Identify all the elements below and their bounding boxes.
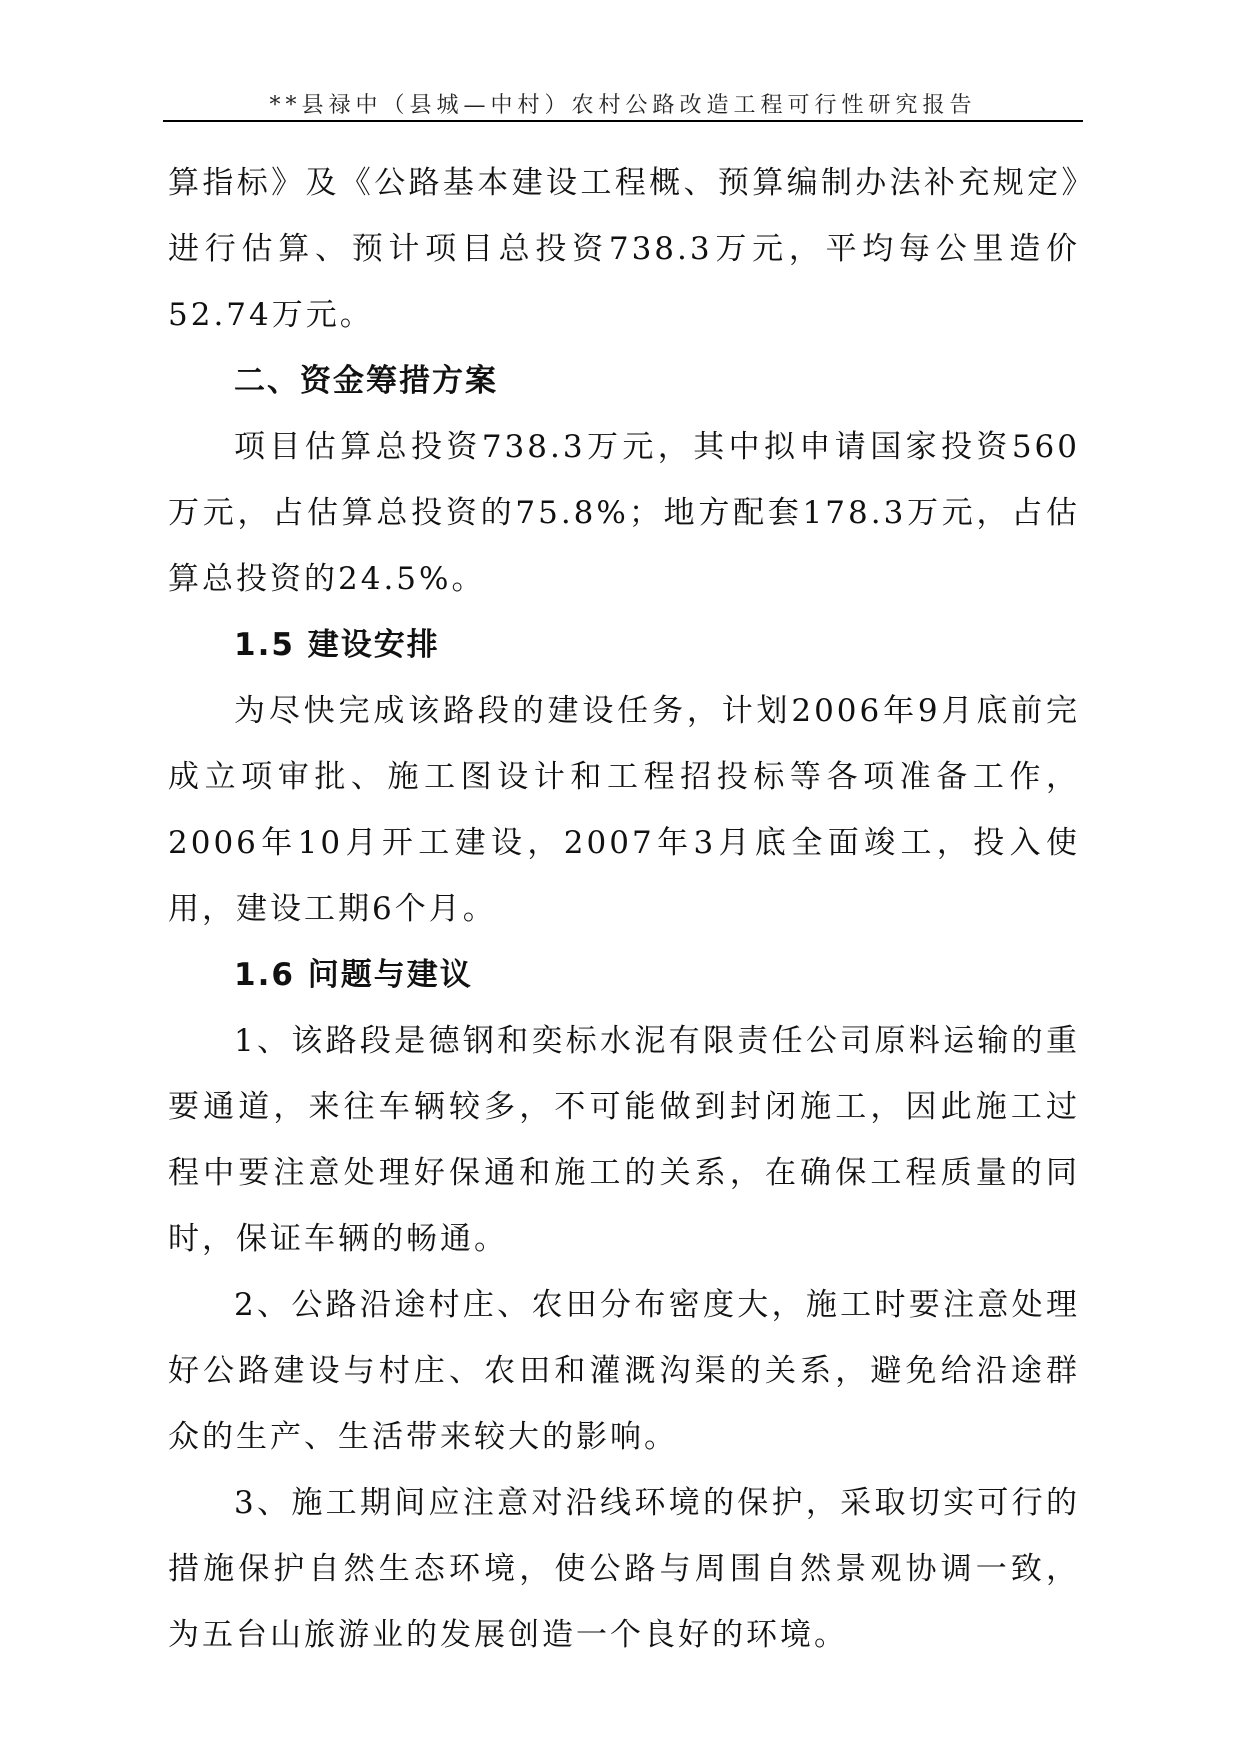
section-heading-1-6: 1.6 问题与建议 (234, 957, 473, 993)
paragraph-issue-3: 3、施工期间应注意对沿线环境的保护，采取切实可行的措施保护自然生态环境，使公路与周围自然景观协调一致，为五台山旅游业的发展创造一个良好的环境。 (168, 1485, 1080, 1653)
paragraph-continued: 算指标》及《公路基本建设工程概、预算编制办法补充规定》进行估算、预计项目总投资738.3万元，平均每公里造价52.74万元。 (168, 165, 1080, 333)
page-header: **县禄中（县城—中村）农村公路改造工程可行性研究报告 (269, 93, 977, 118)
header-divider (163, 120, 1083, 122)
section-heading-funding: 二、资金筹措方案 (234, 363, 498, 399)
section-heading-1-5: 1.5 建设安排 (234, 627, 440, 663)
paragraph-issue-1: 1、该路段是德钢和奕标水泥有限责任公司原料运输的重要通道，来往车辆较多，不可能做到封闭施工，因此施工过程中要注意处理好保通和施工的关系，在确保工程质量的同时，保证车辆的畅通。 (168, 1023, 1080, 1257)
paragraph-issue-2: 2、公路沿途村庄、农田分布密度大，施工时要注意处理好公路建设与村庄、农田和灌溉沟渠的关系，避免给沿途群众的生产、生活带来较大的影响。 (168, 1287, 1080, 1455)
paragraph-funding: 项目估算总投资738.3万元，其中拟申请国家投资560万元，占估算总投资的75.8%；地方配套178.3万元，占估算总投资的24.5%。 (168, 429, 1080, 597)
document-body (168, 150, 1080, 1668)
paragraph-construction-schedule: 为尽快完成该路段的建设任务，计划2006年9月底前完成立项审批、施工图设计和工程招投标等各项准备工作，2006年10月开工建设，2007年3月底全面竣工，投入使用，建设工期6个月。 (168, 693, 1080, 927)
